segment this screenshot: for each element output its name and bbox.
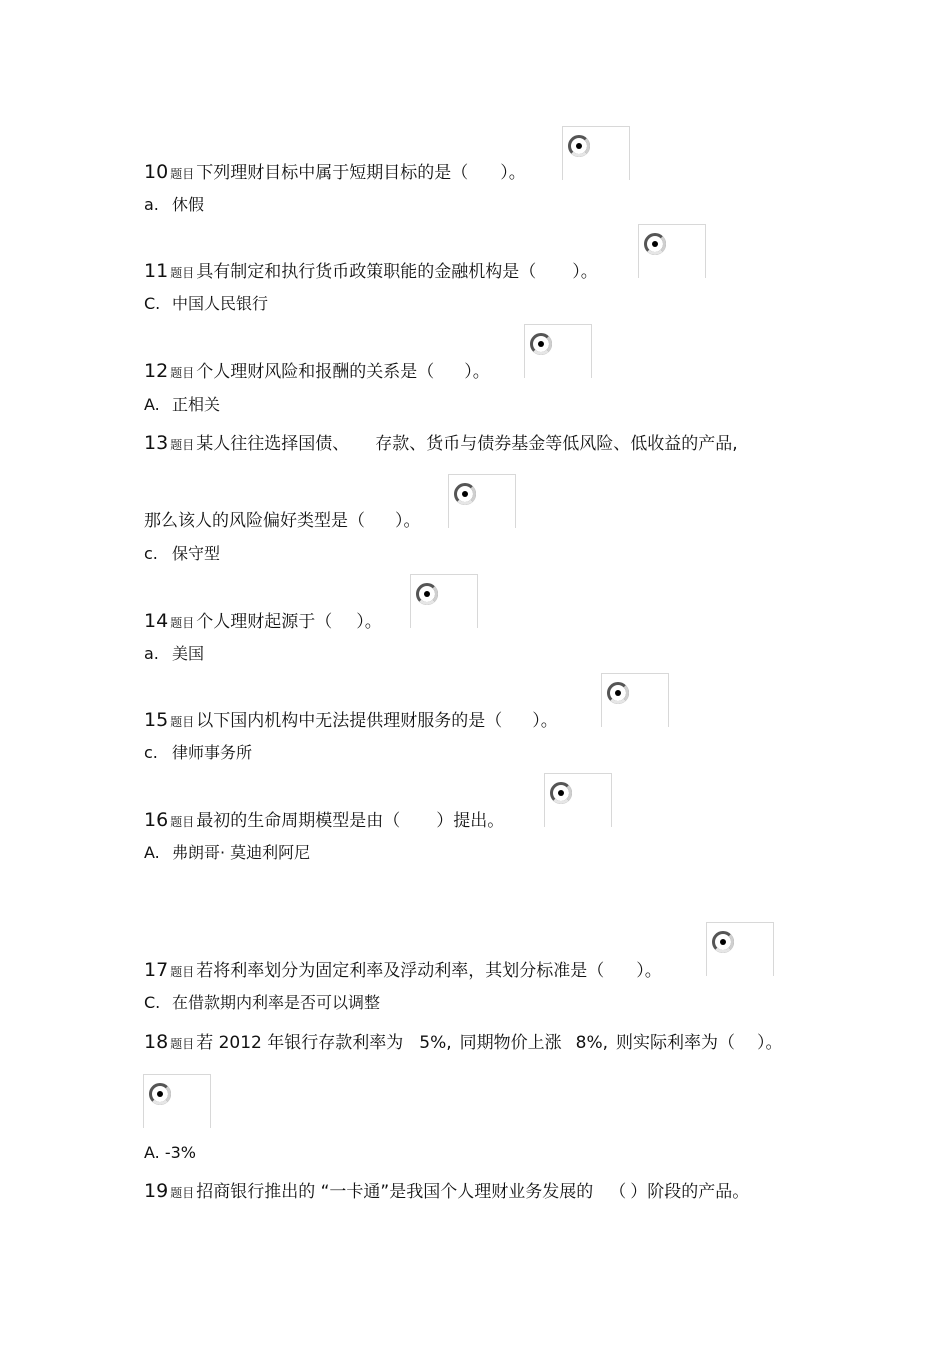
answer-14 — [144, 643, 204, 665]
question-text-continued: 存款、货币与债券基金等低风险、低收益的产品, — [375, 434, 738, 454]
question-number: 15 — [144, 709, 169, 731]
question-17 — [144, 959, 662, 983]
question-number: 18 — [144, 1031, 169, 1053]
question-text: 最初的生命周期模型是由（ — [196, 811, 401, 831]
answer-text: 在借款期内利率是否可以调整 — [172, 993, 381, 1012]
answer-text: 弗朗哥· 莫迪利阿尼 — [172, 843, 311, 862]
question-number: 16 — [144, 809, 169, 831]
value-inflation: 8%, — [575, 1033, 609, 1053]
radio-selected-icon — [416, 583, 438, 605]
question-12 — [144, 360, 490, 384]
question-19 — [144, 1180, 749, 1204]
radio-selected-icon — [644, 233, 666, 255]
answer-letter: c. — [144, 743, 158, 762]
question-text: 那么该人的风险偏好类型是（ — [144, 511, 365, 531]
question-tail: ）。 — [395, 511, 421, 531]
answer-letter: c. — [144, 544, 158, 563]
question-15 — [144, 709, 558, 733]
radio-button[interactable] — [448, 474, 516, 528]
question-13 — [144, 432, 738, 456]
answer-17 — [144, 992, 380, 1014]
answer-text: 律师事务所 — [172, 743, 253, 762]
question-10 — [144, 161, 526, 185]
question-tag: 题目 — [170, 965, 195, 979]
answer-letter: C. — [144, 993, 161, 1012]
question-number: 10 — [144, 161, 169, 183]
question-tail: ）。 — [532, 711, 558, 731]
question-text: 以下国内机构中无法提供理财服务的是（ — [196, 711, 503, 731]
question-tag: 题目 — [170, 167, 195, 181]
question-13-line-2 — [144, 510, 421, 532]
question-text: 个人理财起源于（ — [196, 612, 333, 632]
question-18 — [144, 1031, 783, 1055]
answer-text: 正相关 — [172, 395, 221, 414]
question-number: 19 — [144, 1180, 169, 1202]
radio-button[interactable] — [544, 773, 612, 827]
question-tag: 题目 — [170, 1186, 195, 1200]
answer-13 — [144, 543, 220, 565]
answer-text: 中国人民银行 — [172, 294, 269, 313]
question-tag: 题目 — [170, 266, 195, 280]
question-11 — [144, 260, 598, 284]
question-14 — [144, 610, 382, 634]
radio-button[interactable] — [562, 126, 630, 180]
question-text: 若将利率划分为固定利率及浮动利率，其划分标准是（ — [196, 961, 605, 981]
question-tag: 题目 — [170, 616, 195, 630]
question-text: 下列理财目标中属于短期目标的是（ — [196, 163, 469, 183]
answer-letter: A. — [144, 843, 160, 862]
question-tail: ）阶段的产品。 — [630, 1182, 750, 1202]
answer-text: 美国 — [172, 644, 205, 663]
question-tag: 题目 — [170, 438, 195, 452]
question-tag: 题目 — [170, 1037, 195, 1051]
question-16 — [144, 809, 504, 833]
answer-12 — [144, 394, 220, 416]
question-tail: ）提出。 — [436, 811, 505, 831]
question-tag: 题目 — [170, 366, 195, 380]
answer-11 — [144, 293, 268, 315]
radio-button[interactable] — [524, 324, 592, 378]
answer-letter: C. — [144, 294, 161, 313]
question-tag: 题目 — [170, 815, 195, 829]
question-paren: （ — [609, 1182, 627, 1202]
question-number: 11 — [144, 260, 169, 282]
answer-letter: a. — [144, 644, 159, 663]
question-tail: ）。 — [356, 612, 382, 632]
question-tail: ）。 — [636, 961, 662, 981]
question-number: 12 — [144, 360, 169, 382]
answer-letter: A. — [144, 395, 160, 414]
question-text-continued: 同期物价上涨 — [459, 1033, 562, 1053]
question-number: 14 — [144, 610, 169, 632]
question-number: 13 — [144, 432, 169, 454]
radio-button[interactable] — [410, 574, 478, 628]
question-text: 若 2012 年银行存款利率为 — [196, 1033, 404, 1053]
question-tail: ）。 — [464, 362, 490, 382]
radio-button[interactable] — [638, 224, 706, 278]
question-text-continued: 则实际利率为（ — [616, 1033, 736, 1053]
value-deposit-rate: 5%, — [419, 1033, 452, 1053]
radio-button[interactable] — [143, 1074, 211, 1128]
radio-selected-icon — [149, 1083, 171, 1105]
answer-15 — [144, 742, 252, 764]
radio-selected-icon — [454, 483, 476, 505]
radio-selected-icon — [712, 931, 734, 953]
answer-text: A. -3% — [144, 1143, 196, 1162]
question-text: 招商银行推出的 “一卡通”是我国个人理财业务发展的 — [196, 1182, 594, 1202]
question-text: 具有制定和执行货币政策职能的金融机构是（ — [196, 262, 537, 282]
question-text: 某人往往选择国债、 — [196, 434, 350, 454]
answer-text: 休假 — [172, 195, 205, 214]
question-tag: 题目 — [170, 715, 195, 729]
radio-selected-icon — [568, 135, 590, 157]
radio-selected-icon — [607, 682, 629, 704]
answer-16 — [144, 842, 310, 864]
question-tail: ）。 — [500, 163, 526, 183]
answer-letter: a. — [144, 195, 159, 214]
radio-selected-icon — [530, 333, 552, 355]
answer-10 — [144, 194, 204, 216]
radio-selected-icon — [550, 782, 572, 804]
answer-text: 保守型 — [172, 544, 221, 563]
question-tail: ）。 — [757, 1033, 783, 1053]
radio-button[interactable] — [601, 673, 669, 727]
question-number: 17 — [144, 959, 169, 981]
question-tail: ）。 — [572, 262, 598, 282]
radio-button[interactable] — [706, 922, 774, 976]
question-text: 个人理财风险和报酬的关系是（ — [196, 362, 435, 382]
answer-18 — [144, 1142, 196, 1164]
